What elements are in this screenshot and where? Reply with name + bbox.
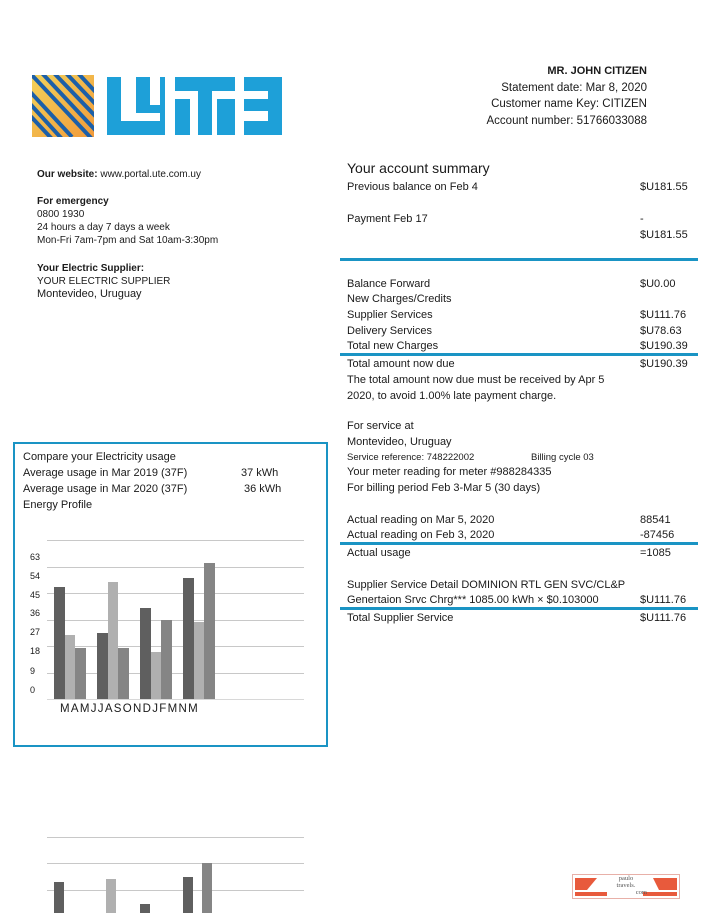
watermark-badge (572, 874, 680, 899)
emergency-phone: 0800 1930 (37, 209, 85, 220)
y-tick: 0 (30, 685, 36, 695)
emergency-hours: 24 hours a day 7 days a week (37, 222, 170, 233)
statement-date: Statement date: Mar 8, 2020 (501, 81, 647, 94)
current-reading-label: Actual reading on Mar 5, 2020 (347, 514, 495, 526)
y-tick: 54 (30, 571, 41, 581)
meter-number: Your meter reading for meter #988284335 (347, 466, 552, 478)
supplier-name: YOUR ELECTRIC SUPPLIER (37, 276, 171, 287)
balance-forward-value: $U0.00 (640, 278, 676, 290)
watermark-line2: travels. (616, 882, 636, 889)
chart-fragment (0, 830, 330, 913)
contact-info (37, 168, 317, 301)
previous-reading-value: -87456 (640, 529, 675, 541)
total-supplier-label: Total Supplier Service (347, 612, 454, 624)
due-note-line1: The total amount now due must be received by Apr 5 (347, 374, 605, 386)
service-title: For service at (347, 420, 414, 432)
generation-charge-value: $U111.76 (640, 594, 687, 606)
delivery-services-value: $U78.63 (640, 325, 682, 337)
x-axis-labels: MAMJJASONDJFMNM (60, 703, 199, 715)
usage-comparison-panel (13, 442, 328, 747)
customer-key: Customer name Key: CITIZEN (491, 98, 647, 110)
office-hours: Mon-Fri 7am-7pm and Sat 10am-3:30pm (37, 235, 219, 246)
service-location: Montevideo, Uruguay (347, 436, 452, 448)
previous-balance-value: $U181.55 (640, 181, 688, 193)
due-note-line2: 2020, to avoid 1.00% late payment charge. (347, 390, 557, 402)
supplier-title: Your Electric Supplier: (37, 263, 145, 274)
previous-balance-label: Previous balance on Feb 4 (347, 181, 478, 193)
actual-usage-value: =1085 (640, 547, 671, 559)
billing-cycle: Billing cycle 03 (531, 452, 594, 463)
usage-row1-label: Average usage in Mar 2019 (37F) (23, 467, 188, 479)
logo-stripe-mark-icon (32, 75, 94, 137)
supplier-services-value: $U111.76 (640, 309, 687, 321)
emergency-title: For emergency (37, 196, 109, 207)
watermark-line3: com (635, 889, 647, 896)
total-new-charges-value: $U190.39 (640, 340, 688, 352)
website-line (37, 168, 317, 181)
usage-row2-value: 36 kWh (244, 483, 282, 495)
usage-row2-label: Average usage in Mar 2020 (37F) (23, 483, 188, 495)
divider (340, 258, 698, 261)
ute-logo (32, 75, 282, 137)
y-tick: 9 (30, 666, 36, 676)
delivery-services-label: Delivery Services (347, 325, 432, 337)
actual-usage-label: Actual usage (347, 547, 411, 559)
service-reference: Service reference: 748222002 (347, 452, 475, 463)
generation-charge-label: Genertaion Srvc Chrg*** 1085.00 kWh × $0.103000 (347, 594, 599, 606)
y-tick: 18 (30, 646, 41, 656)
y-tick: 63 (30, 552, 41, 562)
y-tick: 27 (30, 627, 41, 637)
customer-name: MR. JOHN CITIZEN (547, 65, 647, 77)
supplier-city: Montevideo, Uruguay (37, 288, 142, 300)
payment-label: Payment Feb 17 (347, 213, 428, 225)
total-due-label: Total amount now due (347, 358, 455, 370)
website-label: Our website: (37, 169, 98, 180)
customer-header (387, 63, 647, 129)
total-new-charges-label: Total new Charges (347, 340, 439, 352)
total-due-value: $U190.39 (640, 358, 688, 370)
previous-reading-label: Actual reading on Feb 3, 2020 (347, 529, 495, 541)
supplier-detail-title: Supplier Service Detail DOMINION RTL GEN SVC/CL&P (347, 579, 626, 591)
watermark-line1: paulo (618, 875, 634, 882)
payment-value: $U181.55 (640, 229, 688, 241)
website-link[interactable]: www.portal.ute.com.uy (97, 169, 201, 180)
y-tick: 45 (30, 590, 41, 600)
new-charges-label: New Charges/Credits (347, 293, 452, 305)
energy-profile-label: Energy Profile (23, 499, 93, 511)
usage-row1-value: 37 kWh (241, 467, 279, 479)
current-reading-value: 88541 (640, 514, 671, 526)
usage-compare-title: Compare your Electricity usage (23, 451, 176, 463)
y-tick: 36 (30, 608, 41, 618)
billing-period: For billing period Feb 3-Mar 5 (30 days) (347, 482, 541, 494)
balance-forward-label: Balance Forward (347, 278, 431, 290)
supplier-services-label: Supplier Services (347, 309, 433, 321)
payment-sign: - (640, 213, 644, 225)
account-number: Account number: 51766033088 (486, 114, 647, 127)
total-supplier-value: $U111.76 (640, 612, 687, 624)
summary-title: Your account summary (347, 160, 490, 176)
